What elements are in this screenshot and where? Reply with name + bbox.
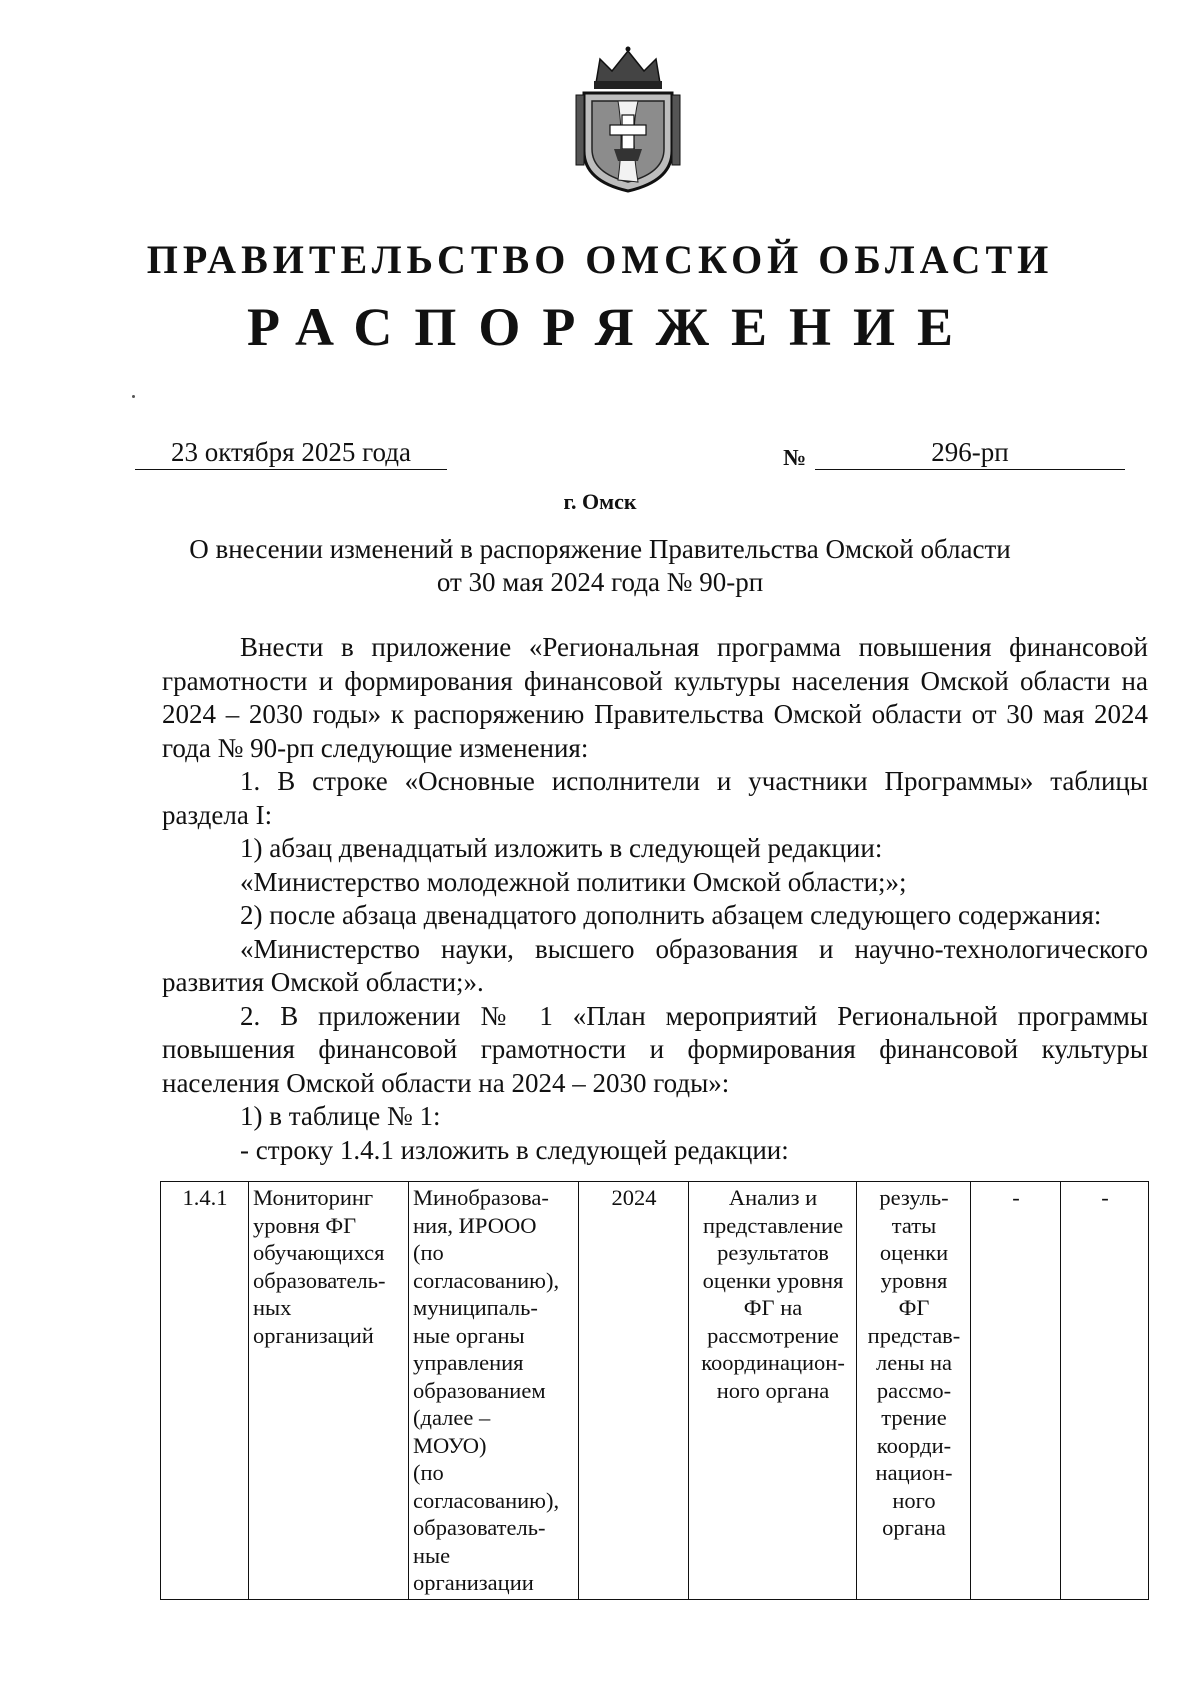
body-paragraph: «Министерство науки, высшего образования и научно-технологического развития Омской области;».	[162, 933, 1148, 997]
body-paragraph: 1) в таблице № 1:	[240, 1101, 441, 1131]
scan-dot	[132, 395, 135, 398]
cell-col7: -	[971, 1182, 1061, 1600]
body-paragraph: 1) абзац двенадцатый изложить в следующей редакции:	[240, 833, 883, 863]
cell-result: Анализ и представление результатов оценки уровня ФГ на рассмотрение координацион- ного органа	[689, 1182, 857, 1600]
decree-number: 296-рп	[815, 435, 1125, 470]
subject-line-1: О внесении изменений в распоряжение Правительства Омской области	[189, 534, 1011, 564]
cell-indicator: резуль- таты оценки уровня ФГ представ- лены на рассмо- трение коорди- национ- ного органа	[857, 1182, 971, 1600]
city-label: г. Омск	[563, 489, 637, 514]
amendment-table	[160, 1181, 1148, 1600]
decree-body	[162, 631, 1148, 1167]
cell-executors: Минобразова- ния, ИРООО (по согласованию), муниципаль- ные органы управления образованием (далее – МОУО) (по согласованию), образователь- ные организации	[409, 1182, 579, 1600]
decree-date: 23 октября 2025 года	[135, 435, 447, 470]
body-paragraph: «Министерство молодежной политики Омской области;»;	[240, 866, 907, 897]
cell-col8: -	[1061, 1182, 1149, 1600]
government-title: ПРАВИТЕЛЬСТВО ОМСКОЙ ОБЛАСТИ	[146, 237, 1054, 282]
decree-subject	[150, 533, 1050, 599]
subject-line-2: от 30 мая 2024 года № 90-рп	[436, 567, 764, 597]
body-paragraph: Внести в приложение «Региональная программа повышения финансовой грамотности и формирования финансовой культуры населения Омской области на 2024 – 2030 годы» к распоряжению Правительства Омской области от 30 мая 2024 года № 90-рп следующие изменения:	[162, 632, 1148, 763]
number-sign: №	[783, 445, 807, 470]
coat-of-arms-emblem	[566, 45, 690, 195]
table-row	[161, 1182, 1149, 1600]
cell-activity: Мониторинг уровня ФГ обучающихся образователь- ных организаций	[249, 1182, 409, 1600]
body-paragraph: 2) после абзаца двенадцатого дополнить абзацем следующего содержания:	[240, 900, 1102, 930]
body-paragraph: - строку 1.4.1 изложить в следующей редакции:	[240, 1134, 789, 1165]
table-row-1-4-1	[160, 1181, 1149, 1600]
document-type-title: РАСПОРЯЖЕНИЕ	[246, 297, 976, 357]
body-paragraph: 1. В строке «Основные исполнители и участники Программы» таблицы раздела I:	[162, 766, 1148, 830]
cell-year: 2024	[579, 1182, 689, 1600]
cell-number: 1.4.1	[161, 1182, 249, 1600]
body-paragraph: 2. В приложении № 1 «План мероприятий Региональной программы повышения финансовой грамотности и формирования финансовой культуры населения Омской области на 2024 – 2030 годы»:	[162, 1000, 1148, 1098]
